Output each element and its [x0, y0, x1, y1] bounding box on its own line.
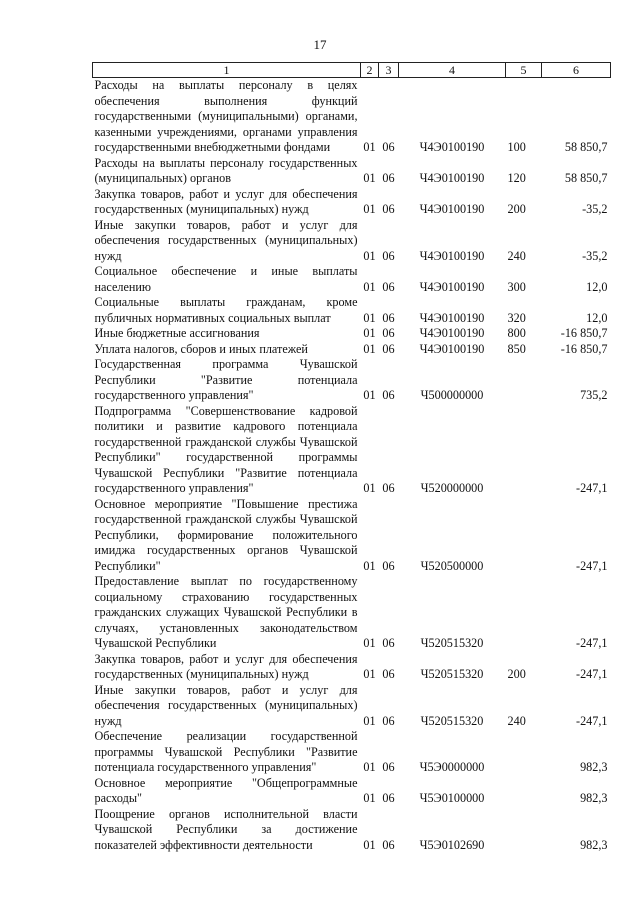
row-expense-type [506, 729, 542, 776]
row-amount: 982,3 [580, 837, 608, 852]
row-subsection: 06 [382, 140, 395, 154]
table-row [93, 776, 611, 807]
column-header-section: 2 [361, 63, 379, 78]
row-name: Уплата налогов, сборов и иных платежей [94, 341, 308, 356]
row-subsection: 06 [382, 837, 395, 852]
row-target-item: Ч4Э0100190 [419, 171, 485, 185]
row-amount: -16 850,7 [560, 326, 608, 340]
row-subsection: 06 [382, 388, 395, 402]
row-name: Государственная программа Чувашской Республики "Развитие потенциала государственного управления" [94, 357, 358, 402]
row-expense-type: 240 [507, 713, 526, 728]
table-row [93, 404, 611, 497]
row-section: 01 [363, 713, 376, 728]
row-amount: -247,1 [576, 713, 608, 728]
table-row [93, 187, 611, 218]
row-target-item: Ч5Э0102690 [419, 837, 485, 852]
table-row [93, 326, 611, 342]
row-subsection: 06 [382, 326, 395, 340]
row-amount: -35,2 [582, 202, 608, 216]
column-header-subsection: 3 [379, 63, 399, 78]
table-row [93, 156, 611, 187]
row-expense-type [506, 776, 542, 807]
row-name: Социальные выплаты гражданам, кроме публичных нормативных социальных выплат [94, 295, 358, 325]
row-name: Социальное обеспечение и иные выплаты населению [94, 264, 358, 294]
row-target-item: Ч5Э0000000 [419, 760, 485, 774]
row-amount: -247,1 [576, 667, 608, 681]
row-expense-type: 100 [507, 140, 526, 154]
row-amount: 982,3 [580, 791, 608, 805]
table-body [93, 78, 611, 854]
row-target-item: Ч520500000 [420, 558, 484, 573]
row-subsection: 06 [382, 667, 395, 681]
row-amount: -16 850,7 [560, 341, 608, 356]
row-amount: 58 850,7 [564, 171, 608, 185]
row-section: 01 [363, 481, 376, 495]
table-row [93, 264, 611, 295]
row-target-item: Ч5Э0100000 [419, 791, 485, 805]
row-section: 01 [363, 636, 376, 650]
row-section: 01 [363, 388, 376, 402]
row-subsection: 06 [382, 341, 395, 356]
row-target-item: Ч500000000 [420, 388, 484, 402]
row-expense-type: 300 [507, 279, 526, 294]
row-target-item: Ч4Э0100190 [419, 140, 485, 154]
row-expense-type [506, 574, 542, 652]
table-row [93, 497, 611, 575]
column-header-target-item: 4 [399, 63, 506, 78]
row-subsection: 06 [382, 202, 395, 216]
row-section: 01 [363, 326, 376, 340]
row-section: 01 [363, 558, 376, 573]
row-name: Иные закупки товаров, работ и услуг для обеспечения государственных (муниципальных) нужд [94, 682, 358, 728]
row-name: Закупка товаров, работ и услуг для обеспечения государственных (муниципальных) нужд [94, 651, 358, 681]
column-header-name: 1 [93, 63, 361, 78]
column-number-row [93, 63, 611, 78]
row-subsection: 06 [382, 248, 395, 263]
row-name: Основное мероприятие "Повышение престижа государственной гражданской службы Чувашской Республики, формирование положительного имиджа государственных органов Чувашской Республики" [94, 496, 358, 573]
row-expense-type: 850 [507, 341, 526, 356]
row-subsection: 06 [382, 713, 395, 728]
row-amount: -247,1 [576, 636, 608, 650]
row-subsection: 06 [382, 636, 395, 650]
row-section: 01 [363, 171, 376, 185]
row-target-item: Ч4Э0100190 [419, 202, 485, 216]
row-amount: -247,1 [576, 481, 608, 495]
row-target-item: Ч4Э0100190 [419, 341, 485, 356]
row-amount: 982,3 [580, 760, 608, 774]
row-name: Предоставление выплат по государственному социальному страхованию государственных гражданских служащих Чувашской Республики в случаях, установленных законодательством Чувашской Республики [94, 574, 358, 650]
row-expense-type: 320 [507, 310, 526, 325]
column-header-expense-type: 5 [506, 63, 542, 78]
row-expense-type [506, 807, 542, 854]
table-row [93, 652, 611, 683]
row-subsection: 06 [382, 481, 395, 495]
row-subsection: 06 [382, 760, 395, 774]
row-section: 01 [363, 248, 376, 263]
row-name: Иные закупки товаров, работ и услуг для обеспечения государственных (муниципальных) нужд [94, 217, 358, 263]
row-name: Обеспечение реализации государственной программы Чувашской Республики "Развитие потенциала государственного управления" [94, 729, 358, 774]
row-expense-type: 240 [507, 248, 526, 263]
row-amount: -35,2 [582, 248, 608, 263]
row-section: 01 [363, 310, 376, 325]
row-amount: 735,2 [580, 388, 608, 402]
row-name: Иные бюджетные ассигнования [94, 326, 260, 340]
row-name: Закупка товаров, работ и услуг для обеспечения государственных (муниципальных) нужд [94, 186, 358, 216]
row-amount: -247,1 [576, 558, 608, 573]
row-target-item: Ч4Э0100190 [419, 279, 485, 294]
row-name: Поощрение органов исполнительной власти Чувашской Республики за достижение показателей эффективности деятельности [94, 806, 358, 852]
column-header-amount: 6 [542, 63, 611, 78]
row-name: Основное мероприятие "Общепрограммные расходы" [94, 775, 358, 805]
table-row [93, 683, 611, 730]
row-amount: 12,0 [586, 310, 608, 325]
row-target-item: Ч520000000 [420, 481, 484, 495]
page-number: 17 [313, 37, 327, 52]
row-amount: 12,0 [586, 279, 608, 294]
table-row [93, 218, 611, 265]
row-target-item: Ч520515320 [420, 636, 484, 650]
table-row [93, 729, 611, 776]
row-expense-type [506, 497, 542, 575]
row-expense-type: 200 [507, 202, 526, 216]
row-subsection: 06 [382, 171, 395, 185]
row-target-item: Ч520515320 [420, 667, 484, 681]
table-row [93, 357, 611, 404]
row-name: Подпрограмма "Совершенствование кадровой политики и развитие кадрового потенциала государственной гражданской службы Чувашской Республики" государственной программы Чувашской Республики "Развитие потенциала государственного управления" [94, 403, 358, 495]
row-section: 01 [363, 667, 376, 681]
row-section: 01 [363, 837, 376, 852]
row-expense-type: 200 [507, 667, 526, 681]
table-row [93, 342, 611, 358]
row-name: Расходы на выплаты персоналу государственных (муниципальных) органов [94, 155, 358, 185]
row-target-item: Ч4Э0100190 [419, 326, 485, 340]
row-subsection: 06 [382, 791, 395, 805]
row-expense-type: 120 [507, 171, 526, 185]
table-row [93, 574, 611, 652]
table-row [93, 78, 611, 156]
row-section: 01 [363, 279, 376, 294]
row-amount: 58 850,7 [564, 140, 608, 154]
row-subsection: 06 [382, 279, 395, 294]
row-section: 01 [363, 341, 376, 356]
row-section: 01 [363, 202, 376, 216]
row-target-item: Ч4Э0100190 [419, 248, 485, 263]
row-expense-type: 800 [507, 326, 526, 340]
row-target-item: Ч520515320 [420, 713, 484, 728]
row-section: 01 [363, 760, 376, 774]
row-name: Расходы на выплаты персоналу в целях обеспечения выполнения функций государственными (муниципальными) органами, казенными учреждениями, органами управления государственными внебюджетными фондами [94, 78, 358, 154]
row-subsection: 06 [382, 310, 395, 325]
budget-table [92, 62, 611, 853]
row-expense-type [506, 404, 542, 497]
row-section: 01 [363, 140, 376, 154]
row-subsection: 06 [382, 558, 395, 573]
table-row [93, 807, 611, 854]
row-expense-type [506, 357, 542, 404]
row-target-item: Ч4Э0100190 [419, 310, 485, 325]
table-row [93, 295, 611, 326]
row-section: 01 [363, 791, 376, 805]
